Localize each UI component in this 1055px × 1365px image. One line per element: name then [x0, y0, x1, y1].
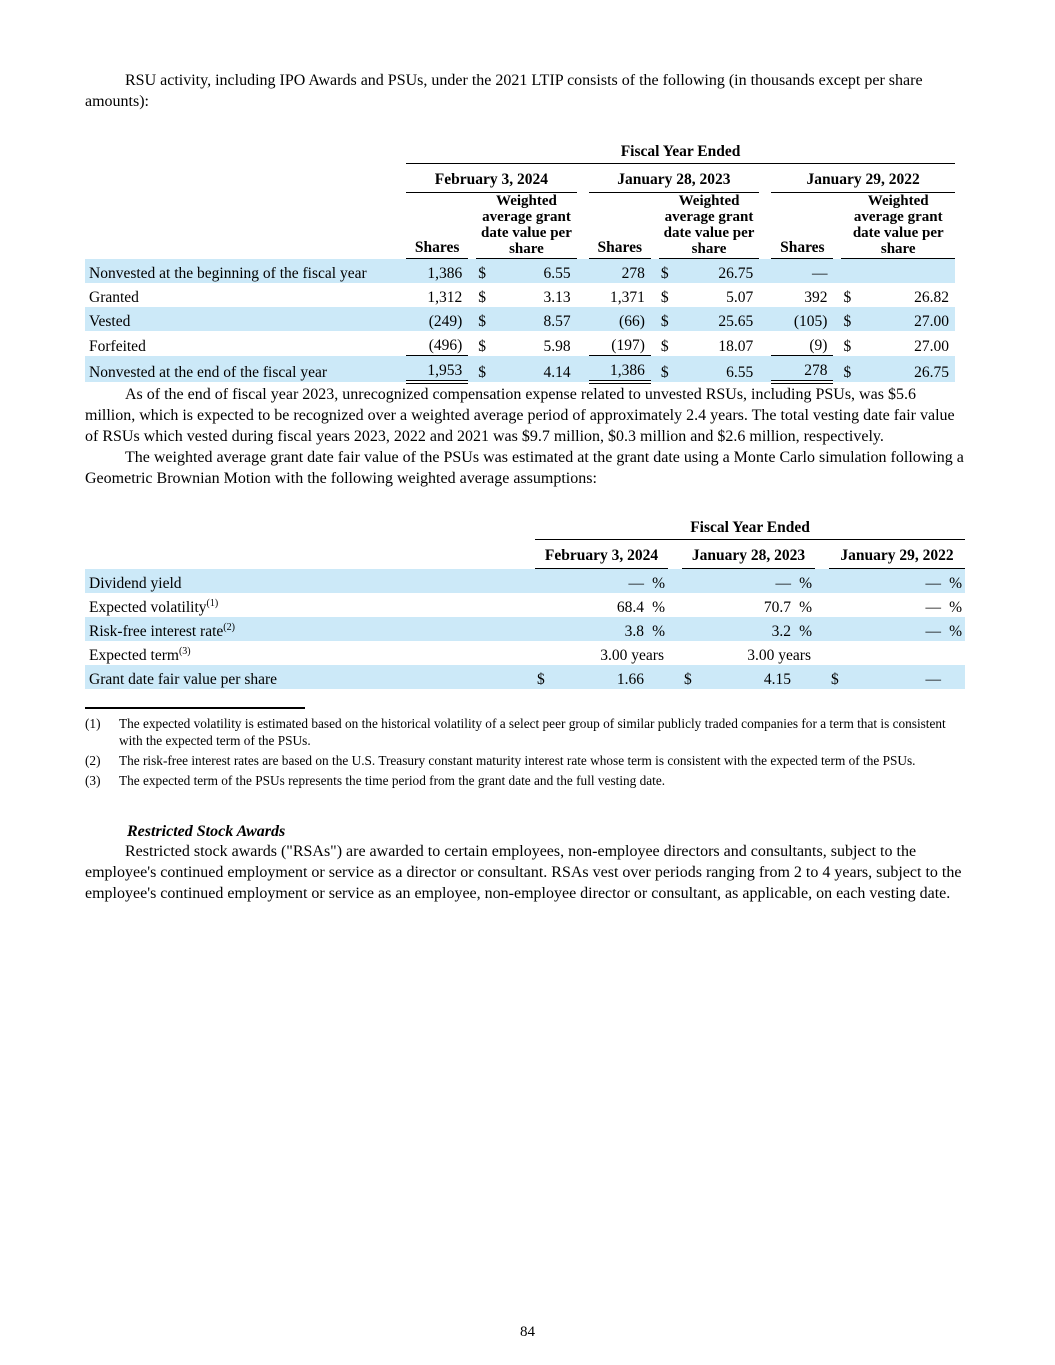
spacer	[468, 356, 476, 383]
spacer	[468, 193, 476, 259]
row-label: Risk-free interest rate$^{(2)}$	[85, 617, 535, 641]
shares-cell: (66)	[589, 307, 651, 331]
value-cell: 8.57	[496, 307, 576, 331]
spacer	[85, 516, 535, 540]
percent-sign: %	[947, 617, 965, 641]
currency-cell	[829, 569, 851, 594]
currency-cell: $	[535, 665, 557, 689]
table-row	[85, 593, 965, 617]
period-header-2023: January 28, 2023	[682, 540, 815, 569]
value-cell: —	[925, 599, 941, 616]
value-cell: —	[851, 569, 947, 594]
currency-cell: $	[478, 337, 487, 355]
footnote-1	[85, 715, 968, 749]
row-label: Grant date fair value per share	[85, 665, 535, 689]
spacer	[85, 140, 406, 164]
currency-cell	[682, 617, 704, 641]
value-cell: 6.55	[679, 356, 759, 383]
value-cell: 4.14	[496, 356, 576, 383]
currency-cell: $	[682, 665, 704, 689]
currency-cell	[829, 617, 851, 641]
currency-cell: $	[659, 307, 679, 331]
footnote-2	[85, 752, 968, 769]
value-cell: 3.8	[557, 617, 650, 641]
spacer	[651, 331, 659, 356]
row-label: Forfeited	[89, 337, 146, 355]
shares-column-header: Shares	[406, 193, 468, 259]
table-row	[85, 259, 955, 284]
value-cell: 27.00	[862, 307, 955, 331]
row-label: Granted	[89, 289, 139, 306]
spacer	[85, 540, 535, 569]
row-label: Vested	[85, 307, 406, 331]
value-cell: 18.07	[718, 337, 754, 355]
footnote-text: The expected term of the PSUs represents the time period from the grant date and the full vesting date.	[119, 773, 666, 788]
shares-column-header: Shares	[771, 193, 833, 259]
currency-cell: $	[660, 337, 669, 355]
currency-cell	[535, 617, 557, 641]
value-cell: 5.07	[726, 289, 754, 306]
value-cell: 3.2	[704, 617, 797, 641]
value-cell: 70.7	[763, 599, 791, 616]
value-cell	[851, 641, 965, 665]
currency-cell	[682, 569, 704, 594]
shares-cell: 1,386	[406, 259, 468, 284]
shares-column-header: Shares	[589, 193, 651, 259]
value-cell: 5.98	[543, 337, 571, 355]
currency-cell	[682, 641, 704, 665]
gap	[577, 164, 589, 193]
spacer	[651, 307, 659, 331]
currency-cell: $	[476, 356, 496, 383]
gap	[577, 259, 589, 284]
currency-cell	[841, 259, 861, 284]
value-cell: —	[851, 617, 947, 641]
value-cell: —	[704, 569, 797, 594]
currency-cell: $	[841, 307, 861, 331]
spacer	[651, 259, 659, 284]
shares-cell: 1,953	[406, 356, 468, 383]
table-row	[85, 569, 965, 594]
gap	[815, 665, 829, 689]
period-header-2024: February 3, 2024	[535, 540, 668, 569]
period-header-2024: February 3, 2024	[406, 164, 577, 193]
currency-cell: $	[843, 337, 852, 355]
gap	[815, 540, 829, 569]
value-cell: —	[851, 665, 947, 689]
gap	[668, 569, 682, 594]
spacer	[833, 356, 841, 383]
table-row	[85, 283, 955, 307]
value-cell: 3.00 years	[747, 647, 811, 664]
assumptions-table-title: Fiscal Year Ended	[535, 516, 965, 540]
percent-sign: %	[947, 569, 965, 594]
currency-cell	[829, 593, 851, 617]
gap	[668, 540, 682, 569]
currency-cell: $	[843, 289, 852, 306]
rsu-table-title: Fiscal Year Ended	[406, 140, 955, 164]
shares-cell: 278	[771, 356, 833, 383]
value-cell: 26.75	[679, 259, 759, 284]
gap	[759, 356, 771, 383]
table-row	[85, 356, 955, 383]
row-label: Nonvested at the beginning of the fiscal year	[85, 259, 406, 284]
value-cell: 26.82	[914, 289, 949, 306]
spacer	[85, 164, 406, 193]
gap	[577, 307, 589, 331]
gap	[759, 283, 771, 307]
footnotes-section	[85, 715, 968, 789]
value-cell: —	[557, 569, 650, 594]
table-row	[85, 665, 965, 689]
currency-cell: $	[660, 289, 669, 306]
value-column-header: Weighted average grant date value per share	[841, 193, 955, 259]
footnote-ref: (2)	[223, 621, 235, 633]
currency-cell: $	[659, 259, 679, 284]
shares-cell: 1,386	[589, 356, 651, 383]
table-row	[85, 641, 965, 665]
gap	[668, 641, 682, 665]
value-cell: 26.75	[862, 356, 955, 383]
percent-sign: %	[949, 599, 963, 616]
spacer	[833, 283, 841, 307]
table-row	[85, 307, 955, 331]
value-cell: 68.4	[616, 599, 644, 616]
percent-sign	[650, 665, 668, 689]
gap	[577, 283, 589, 307]
value-cell: 4.15	[704, 665, 797, 689]
psu-valuation-paragraph: The weighted average grant date fair value of the PSUs was estimated at the grant date using a Monte Carlo simulation following a Geometric Brownian Motion with the following weighted average assumptions:	[85, 449, 964, 487]
row-label: Expected term$^{(3)}$	[89, 645, 191, 664]
value-cell: 27.00	[914, 337, 949, 355]
shares-cell: 392	[804, 289, 828, 306]
currency-cell: $	[841, 356, 861, 383]
gap	[815, 641, 829, 665]
value-cell: 1.66	[557, 665, 650, 689]
shares-cell: 278	[589, 259, 651, 284]
shares-cell: —	[771, 259, 833, 284]
page-number: 84	[520, 1324, 535, 1340]
spacer	[468, 259, 476, 284]
value-column-header: Weighted average grant date value per share	[476, 193, 576, 259]
value-cell: 6.55	[496, 259, 576, 284]
percent-sign: %	[650, 617, 668, 641]
compensation-expense-paragraph: As of the end of fiscal year 2023, unrecognized compensation expense related to unvested RSUs, including PSUs, was $5.6 million, which is expected to be recognized over a weighted average period of approximately 2.4 years. The total vesting date fair value of RSUs which vested during fiscal years 2023, 2022 and 2021 was $9.7 million, $0.3 million and $2.6 million, respectively.	[85, 386, 955, 445]
percent-sign	[797, 665, 815, 689]
currency-cell	[535, 593, 557, 617]
gap	[668, 617, 682, 641]
spacer	[833, 259, 841, 284]
shares-cell: (197)	[589, 331, 651, 356]
spacer	[468, 307, 476, 331]
period-header-2022: January 29, 2022	[771, 164, 955, 193]
table-row	[85, 617, 965, 641]
footnote-3	[85, 772, 968, 789]
value-cell	[862, 259, 955, 284]
spacer	[651, 193, 659, 259]
shares-cell: 1,371	[609, 289, 645, 306]
period-header-2023: January 28, 2023	[589, 164, 760, 193]
percent-sign: %	[797, 569, 815, 594]
spacer	[468, 331, 476, 356]
percent-sign: %	[652, 599, 665, 616]
row-label: Expected volatility$^{(1)}$	[89, 597, 219, 616]
shares-cell: (249)	[406, 307, 468, 331]
value-cell: 3.00 years	[600, 647, 664, 664]
rsa-paragraph: Restricted stock awards ("RSAs") are awarded to certain employees, non-employee directors and consultants, subject to the employee's continued employment or service as a director or consultant. RSAs vest over periods ranging from 2 to 4 years, subject to the employee's continued employment or service as an employee, non-employee director or consultant, as applicable, on each vesting date.	[85, 843, 962, 902]
gap	[759, 307, 771, 331]
table-row	[85, 331, 955, 356]
gap	[815, 569, 829, 594]
gap	[759, 259, 771, 284]
currency-cell: $	[476, 307, 496, 331]
currency-cell: $	[476, 259, 496, 284]
spacer	[833, 193, 841, 259]
row-label: Dividend yield	[85, 569, 535, 594]
gap	[577, 331, 589, 356]
percent-sign: %	[650, 569, 668, 594]
spacer	[833, 307, 841, 331]
rsa-section-heading: Restricted Stock Awards	[127, 823, 286, 840]
currency-cell	[535, 641, 557, 665]
value-cell: 25.65	[679, 307, 759, 331]
percent-sign: %	[797, 617, 815, 641]
shares-cell: 1,312	[427, 289, 463, 306]
period-header-2022: January 29, 2022	[829, 540, 965, 569]
gap	[759, 193, 771, 259]
gap	[759, 331, 771, 356]
shares-cell: (9)	[771, 331, 833, 356]
gap	[577, 193, 589, 259]
gap	[815, 617, 829, 641]
psu-assumptions-table	[85, 516, 965, 689]
spacer	[833, 331, 841, 356]
intro-paragraph: RSU activity, including IPO Awards and PSUs, under the 2021 LTIP consists of the following (in thousands except per share amounts):	[85, 72, 923, 110]
gap	[668, 665, 682, 689]
spacer	[651, 283, 659, 307]
footnote-number: (3)	[85, 773, 101, 788]
currency-cell	[829, 641, 851, 665]
currency-cell: $	[659, 356, 679, 383]
currency-cell	[535, 569, 557, 594]
percent-sign: %	[799, 599, 812, 616]
gap	[577, 356, 589, 383]
gap	[815, 593, 829, 617]
row-label: Nonvested at the end of the fiscal year	[85, 356, 406, 383]
footnote-ref: (3)	[178, 645, 191, 657]
value-column-header: Weighted average grant date value per share	[659, 193, 759, 259]
rsu-activity-table	[85, 140, 955, 384]
currency-cell	[682, 593, 704, 617]
footnote-number: (2)	[85, 753, 101, 768]
spacer	[468, 283, 476, 307]
footnote-divider	[85, 707, 305, 709]
percent-sign	[947, 665, 965, 689]
spacer	[651, 356, 659, 383]
currency-cell: $	[829, 665, 851, 689]
shares-cell: (105)	[771, 307, 833, 331]
footnote-ref: (1)	[206, 597, 219, 609]
gap	[668, 593, 682, 617]
shares-cell: (496)	[406, 331, 468, 356]
footnote-text: The expected volatility is estimated based on the historical volatility of a select peer group of similar publicly traded companies for a term that is consistent with the expected term of the PSUs.	[119, 716, 946, 748]
spacer	[85, 193, 406, 259]
gap	[759, 164, 771, 193]
value-cell: 3.13	[543, 289, 571, 306]
currency-cell: $	[478, 289, 487, 306]
footnote-text: The risk-free interest rates are based on the U.S. Treasury constant maturity interest rate whose term is consistent with the expected term of the PSUs.	[119, 753, 916, 768]
footnote-number: (1)	[85, 716, 101, 731]
